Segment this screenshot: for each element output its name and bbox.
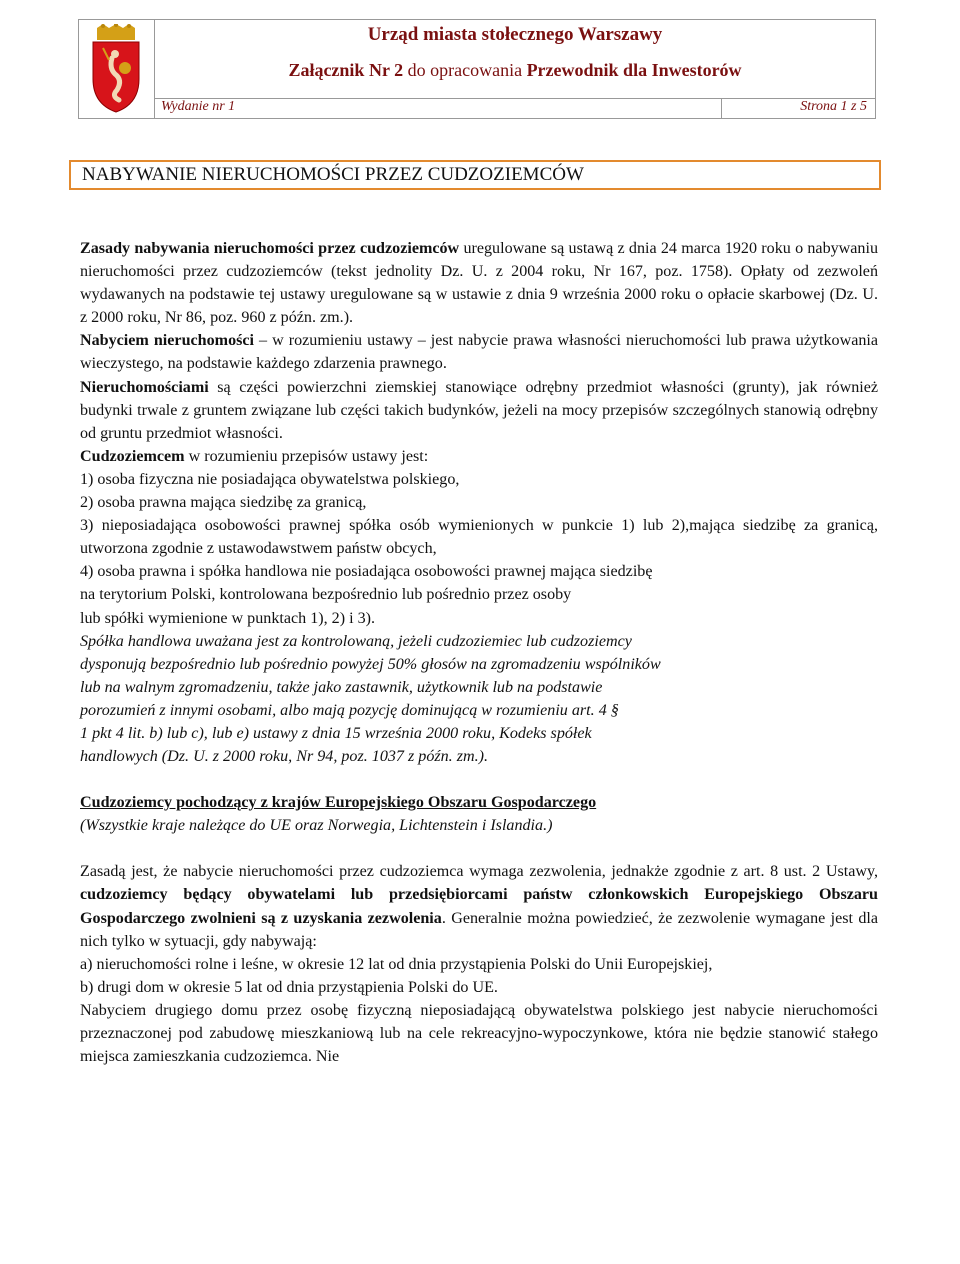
warsaw-coat-of-arms-icon xyxy=(85,24,147,114)
spacer xyxy=(80,768,878,791)
p4-rest: w rozumieniu przepisów ustawy jest: xyxy=(184,447,429,465)
p4-bold: Cudzoziemcem xyxy=(80,447,185,465)
p1-bold: Zasady nabywania nieruchomości przez cudzoziemców xyxy=(80,240,460,257)
paragraph-case-a: a) nieruchomości rolne i leśne, w okresie 12 lat od dnia przystąpienia Polski do Unii Europejskiej, xyxy=(80,955,713,973)
paragraph-second-home: Nabyciem drugiego domu przez osobę fizyczną nieposiadającą obywatelstwa polskiego jest nabycie nieruchomości przeznaczonej pod zabudowę mieszkaniową lub na cele rekreacyjno-wypoczynkowe, która nie będzie stanowić stałego miejsca zamieszkania cudzoziemca. Nie xyxy=(80,1001,878,1066)
header-meta xyxy=(155,99,875,118)
italic-text: porozumień z innymi osobami, albo mają pozycję dominującą w rozumieniu art. 4 § xyxy=(80,701,619,719)
header-org-name: Urząd miasta stołecznego Warszawy xyxy=(367,24,663,45)
p3-rest: są części powierzchni ziemskiej stanowiące odrębny przedmiot własności (grunty), jak również budynki trwale z gruntem związane lub części takich budynków, jeżeli na mocy przepisów szczególnych stanowią odrębny od gruntu przedmiot własności. xyxy=(80,378,878,442)
italic-text: dysponują bezpośrednio lub pośrednio powyżej 50% głosów na zgromadzeniu wspólników xyxy=(80,655,661,673)
section-heading: Cudzoziemcy pochodzący z krajów Europejskiego Obszaru Gospodarczego xyxy=(80,794,597,812)
italic-line xyxy=(80,630,878,653)
list-item: 3) nieposiadająca osobowości prawnej spółka osób wymienionych w punkcie 1) lub 2),mająca siedzibę za granicą, utworzona zgodnie z ustawodawstwem państw obcych, xyxy=(80,517,878,558)
spacer xyxy=(80,837,878,860)
section-note-text: (Wszystkie kraje należące do UE oraz Norwegia, Lichtenstein i Islandia.) xyxy=(80,817,553,835)
paragraph-legal-basis xyxy=(80,237,878,329)
italic-line xyxy=(80,722,878,745)
p2-bold: Nabyciem nieruchomości xyxy=(80,332,254,350)
document-body xyxy=(80,237,878,1068)
italic-line xyxy=(80,676,878,699)
p1-rest: uregulowane są ustawą z dnia 24 marca 1920 roku o nabywaniu nieruchomości przez cudzoziemców (tekst jednolity Dz. U. z 2004 roku, Nr 167, poz. 1758). Opłaty od zezwoleń wydawanych na podstawie tej ustawy uregulowane są w ustawie z dnia 9 września 2000 roku o opłacie skarbowej (Dz. U. z 2000 roku, Nr 86, poz. 960 z późn. zm.). xyxy=(80,240,878,327)
p3-bold: Nieruchomościami xyxy=(80,378,209,396)
list-item: 4) osoba prawna i spółka handlowa nie posiadająca osobowości prawnej mająca siedzibę xyxy=(80,563,653,581)
logo-cell xyxy=(79,20,155,118)
p5-bold: cudzoziemcy będący obywatelami lub przedsiębiorcami państw członkowskich Europejskiego Obszaru Gospodarczego zwolnieni są z uzyskania zezwolenia xyxy=(80,886,878,927)
annex-mid: do opracowania xyxy=(403,60,527,80)
paragraph-acquisition-definition xyxy=(80,329,878,375)
italic-text: Spółka handlowa uważana jest za kontrolowaną, jeżeli cudzoziemiec lub cudzoziemcy xyxy=(80,632,632,650)
list-item: na terytorium Polski, kontrolowana bezpośrednio lub pośrednio przez osoby xyxy=(80,586,572,604)
list-item: 1) osoba fizyczna nie posiadająca obywatelstwa polskiego, xyxy=(80,470,460,488)
page-number: Strona 1 z 5 xyxy=(800,99,867,114)
paragraph-eea-rule xyxy=(80,860,878,952)
italic-text: lub na walnym zgromadzeniu, także jako zastawnik, użytkownik lub na podstawie xyxy=(80,678,603,696)
p5-start: Zasadą jest, że nabycie nieruchomości przez cudzoziemca wymaga zezwolenia, jednakże zgodnie z art. 8 ust. 2 Ustawy, xyxy=(80,863,878,881)
italic-line xyxy=(80,653,878,676)
header-annex xyxy=(155,60,875,99)
paragraph-case-b: b) drugi dom w okresie 5 lat od dnia przystąpienia Polski do UE. xyxy=(80,978,498,996)
italic-text: 1 pkt 4 lit. b) lub c), lub e) ustawy z dnia 15 września 2000 roku, Kodeks spółek xyxy=(80,724,592,742)
document-header xyxy=(78,19,876,119)
annex-guide-name: Przewodnik dla Inwestorów xyxy=(526,60,742,80)
p5-end: . Generalnie można powiedzieć, że zezwolenie wymagane jest dla nich tylko w sytuacji, gdy nabywają: xyxy=(80,909,879,950)
list-item: lub spółki wymienione w punktach 1), 2) i 3). xyxy=(80,609,376,627)
page-title: NABYWANIE NIERUCHOMOŚCI PRZEZ CUDZOZIEMCÓW xyxy=(69,160,881,190)
annex-number: Załącznik Nr 2 xyxy=(288,60,404,80)
paragraph-property-definition xyxy=(80,376,878,445)
p2-rest: – w rozumieniu ustawy – jest nabycie prawa własności nieruchomości lub prawa użytkowania wieczystego, na podstawie każdego zdarzenia prawnego. xyxy=(80,332,878,373)
italic-line xyxy=(80,699,878,722)
edition-label: Wydanie nr 1 xyxy=(161,99,722,118)
italic-line xyxy=(80,745,878,768)
section-note xyxy=(80,814,878,837)
italic-text: handlowych (Dz. U. z 2000 roku, Nr 94, poz. 1037 z późn. zm.). xyxy=(80,748,489,766)
paragraph-foreigner-definition xyxy=(80,445,878,468)
list-item: 2) osoba prawna mająca siedzibę za granicą, xyxy=(80,494,367,512)
